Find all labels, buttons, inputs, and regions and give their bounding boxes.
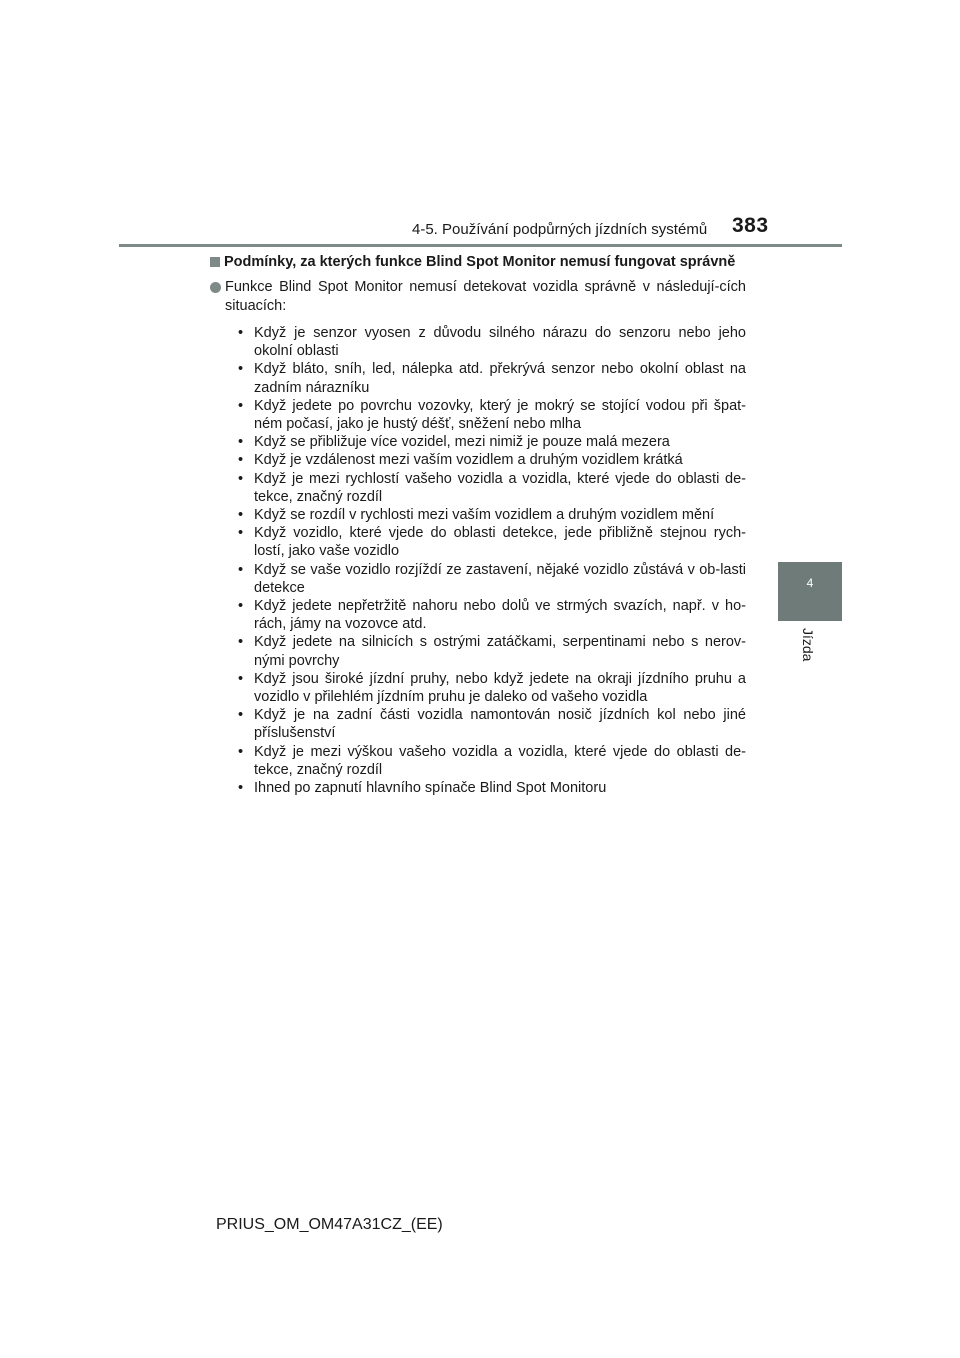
intro-text: Funkce Blind Spot Monitor nemusí detekovat vozidla správně v následují-cích situacích: (225, 279, 746, 314)
list-item-text: Když jedete na silnicích s ostrými zatáčkami, serpentinami nebo s nerov-nými povrchy (254, 634, 746, 669)
list-item-text: Když jsou široké jízdní pruhy, nebo když jedete na okraji jízdního pruhu a vozidlo v přilehlém jízdním pruhu je daleko od vašeho vozidla (254, 670, 746, 706)
section-heading (208, 253, 746, 271)
bullet-marker: • (238, 743, 244, 760)
list-item (238, 670, 746, 706)
list-item-text: Když se rozdíl v rychlosti mezi vaším vozidlem a druhým vozidlem mění (254, 507, 715, 524)
circle-bullet-icon (210, 282, 221, 293)
list-item-text: Když se vaše vozidlo rozjíždí ze zastavení, nějaké vozidlo zůstává v ob-lasti detekce (254, 561, 746, 596)
header-rule (119, 244, 842, 247)
list-item (238, 743, 746, 779)
list-item (238, 360, 746, 396)
bullet-marker: • (238, 561, 244, 578)
bullet-marker: • (238, 525, 244, 542)
chapter-title-text: Jízda (800, 628, 816, 662)
list-item-text: Když bláto, sníh, led, nálepka atd. překrývá senzor nebo okolní oblast na zadním nárazníku (254, 361, 746, 396)
bullet-marker: • (238, 452, 244, 469)
list-item-text: Když jedete po povrchu vozovky, který je mokrý se stojící vodou při špat-ném počasí, jako je hustý déšť, sněžení nebo mlha (254, 397, 746, 433)
bullet-marker: • (238, 670, 244, 687)
list-item (238, 633, 746, 669)
list-item-text: Když je na zadní části vozidla namontován nosič jízdních kol nebo jiné příslušenství (254, 707, 746, 742)
page-number: 383 (732, 214, 769, 237)
condition-list (208, 324, 746, 797)
list-item (238, 561, 746, 597)
list-item (238, 470, 746, 506)
list-item-text: Když je mezi rychlostí vašeho vozidla a vozidla, které vjede do oblasti de-tekce, značný rozdíl (254, 470, 746, 505)
list-item-text: Když vozidlo, které vjede do oblasti detekce, jede přibližně stejnou rych-lostí, jako vaše vozidlo (254, 525, 746, 560)
list-item (238, 779, 746, 797)
list-item-text: Ihned po zapnutí hlavního spínače Blind Spot Monitoru (254, 780, 607, 797)
square-bullet-icon (210, 257, 220, 267)
list-item (238, 706, 746, 742)
bullet-marker: • (238, 325, 244, 341)
bullet-marker: • (238, 470, 244, 487)
list-item (238, 451, 746, 469)
bullet-marker: • (238, 707, 244, 724)
list-item (238, 506, 746, 524)
list-item (238, 397, 746, 433)
intro-paragraph (208, 278, 746, 316)
bullet-marker: • (238, 434, 244, 451)
list-item (238, 433, 746, 451)
bullet-marker: • (238, 397, 244, 414)
bullet-marker: • (238, 634, 244, 651)
bullet-marker: • (238, 361, 244, 378)
list-item (238, 524, 746, 560)
bullet-marker: • (238, 507, 244, 524)
chapter-tab (778, 562, 842, 621)
list-item (238, 597, 746, 633)
list-item (238, 324, 746, 360)
chapter-title-vertical (802, 628, 818, 688)
list-item-text: Když je vzdálenost mezi vaším vozidlem a druhým vozidlem krátká (254, 452, 683, 469)
list-item-text: Když je mezi výškou vašeho vozidla a vozidla, které vjede do oblasti de-tekce, značný rozdíl (254, 743, 746, 778)
list-item-text: Když jedete nepřetržitě nahoru nebo dolů ve strmých svazích, např. v ho-rách, jámy na vozovce atd. (254, 598, 746, 633)
document-code: PRIUS_OM_OM47A31CZ_(EE) (216, 1216, 443, 1233)
chapter-tab-number: 4 (806, 576, 814, 590)
list-item-text: Když se přibližuje více vozidel, mezi nimiž je pouze malá mezera (254, 434, 670, 451)
bullet-marker: • (238, 780, 244, 797)
section-heading-text: Podmínky, za kterých funkce Blind Spot Monitor nemusí fungovat správně (224, 254, 736, 270)
bullet-marker: • (238, 598, 244, 615)
list-item-text: Když je senzor vyosen z důvodu silného nárazu do senzoru nebo jeho okolní oblasti (254, 325, 746, 360)
page-content (208, 253, 746, 797)
section-title: 4-5. Používání podpůrných jízdních systémů (412, 221, 708, 238)
